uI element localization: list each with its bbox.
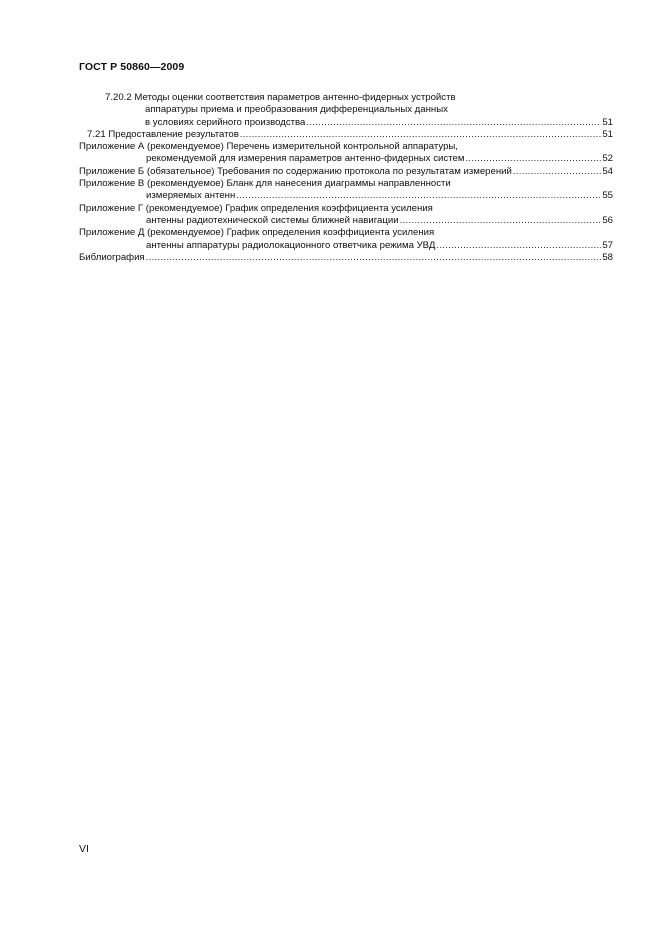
- toc-entry-text: Приложение Б (обязательное) Требования по содержанию протокола по результатам измерений: [79, 165, 512, 177]
- page-number: VI: [79, 843, 89, 855]
- dot-leader: [236, 190, 601, 202]
- toc-page-number: 58: [602, 251, 613, 263]
- toc-entry-7-21: [79, 129, 613, 141]
- toc-entry-appendix-d-line1: Приложение Д (рекомендуемое) График определения коэффициента усиления: [79, 227, 435, 239]
- toc-entry-7-20-2-line2: аппаратуры приема и преобразования дифференциальных данных: [145, 104, 448, 116]
- dot-leader: [465, 153, 601, 165]
- toc-entry-text: антенны аппаратуры радиолокационного ответчика режима УВД: [146, 239, 436, 251]
- toc-entry-appendix-d-line2: [79, 240, 613, 252]
- dot-leader: [513, 166, 601, 178]
- toc-entry-bibliography: [79, 252, 613, 264]
- toc-entry-appendix-v-line2: [79, 190, 613, 202]
- dot-leader: [146, 252, 602, 264]
- toc-entry-text: 7.21 Предоставление результатов: [87, 128, 239, 140]
- toc-entry-appendix-a-line1: Приложение А (рекомендуемое) Перечень измерительной контрольной аппаратуры,: [79, 141, 458, 153]
- toc-entry-text: рекомендуемой для измерения параметров антенно-фидерных систем: [146, 153, 465, 165]
- toc-entry-7-20-2-line1: 7.20.2 Методы оценки соответствия параметров антенно-фидерных устройств: [105, 92, 456, 103]
- dot-leader: [240, 129, 602, 141]
- table-of-contents: [79, 92, 613, 264]
- toc-page-number: 51: [602, 128, 613, 140]
- toc-page-number: 56: [602, 214, 613, 226]
- toc-entry-appendix-g-line2: [79, 215, 613, 227]
- toc-page-number: 52: [602, 153, 613, 165]
- toc-entry-appendix-g-line1: Приложение Г (рекомендуемое) График определения коэффициента усиления: [79, 202, 433, 214]
- toc-entry-text: измеряемых антенн: [146, 190, 236, 202]
- dot-leader: [436, 240, 601, 252]
- dot-leader: [306, 117, 601, 129]
- toc-page-number: 51: [602, 116, 613, 128]
- toc-entry-text: в условиях серийного производства: [145, 116, 306, 128]
- toc-page-number: 55: [602, 190, 613, 202]
- dot-leader: [400, 215, 602, 227]
- toc-entry-text: антенны радиотехнической системы ближней навигации: [146, 214, 399, 226]
- toc-page-number: 54: [602, 165, 613, 177]
- toc-entry-7-20-2-line3: [79, 117, 613, 129]
- toc-entry-appendix-b: [79, 166, 613, 178]
- toc-entry-appendix-v-line1: Приложение В (рекомендуемое) Бланк для нанесения диаграммы направленности: [79, 178, 451, 190]
- toc-page-number: 57: [602, 239, 613, 251]
- document-header: ГОСТ Р 50860—2009: [79, 61, 185, 73]
- toc-entry-text: Библиография: [79, 251, 145, 263]
- toc-entry-appendix-a-line2: [79, 153, 613, 165]
